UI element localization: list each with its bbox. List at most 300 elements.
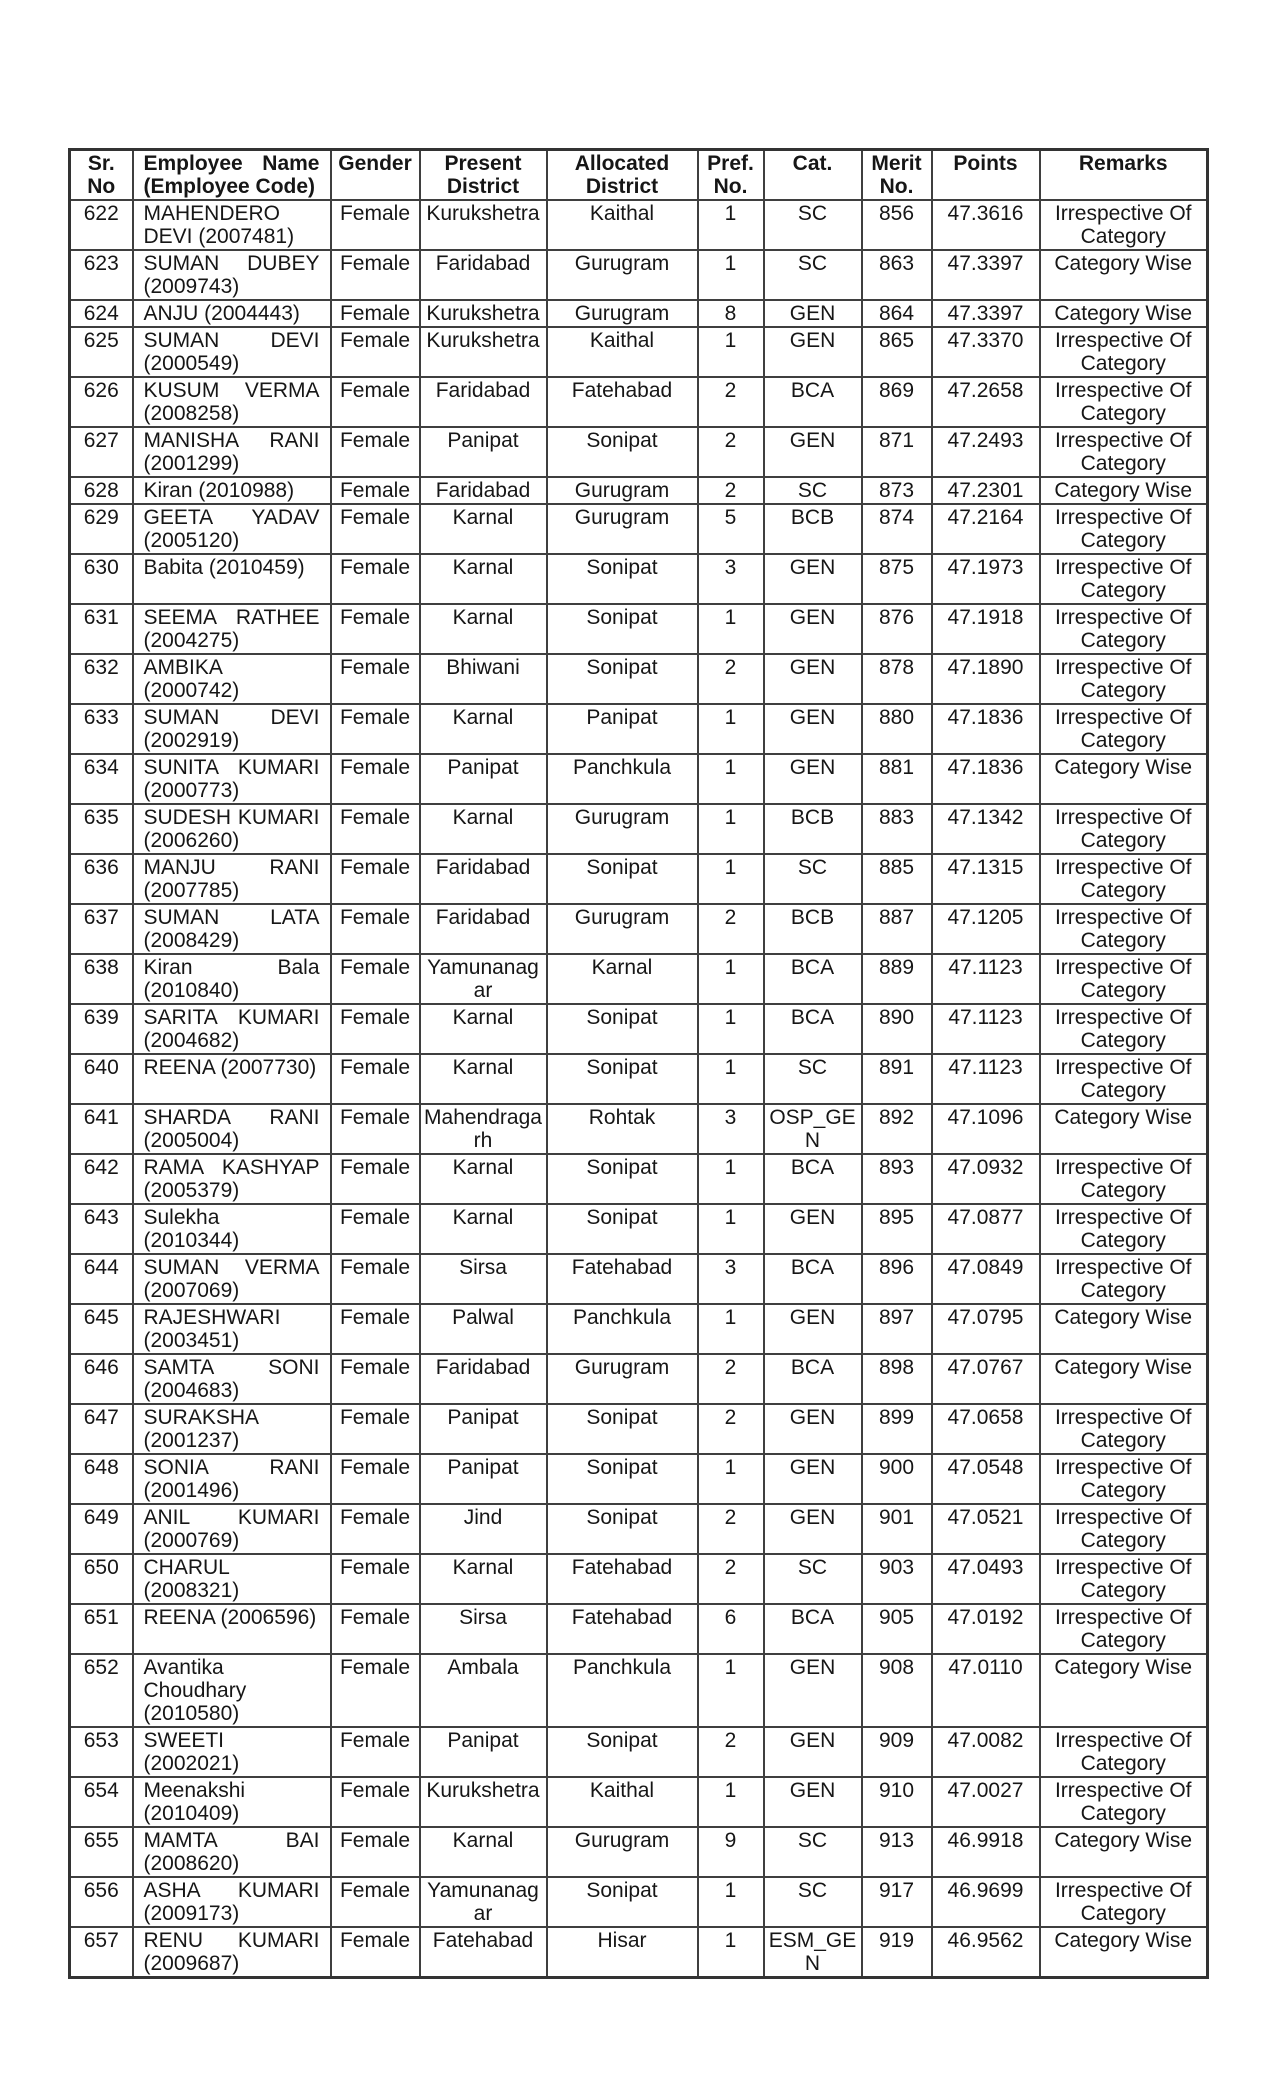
cell-merit: 869	[862, 377, 932, 427]
cell-merit: 876	[862, 604, 932, 654]
cell-remarks: Irrespective Of Category	[1040, 327, 1208, 377]
cell-remarks: Category Wise	[1040, 300, 1208, 327]
table-row	[70, 1454, 1208, 1504]
cell-remarks: Category Wise	[1040, 1654, 1208, 1727]
cell-sr: 648	[70, 1454, 133, 1504]
cell-name: SUDESH KUMARI (2006260)	[133, 804, 331, 854]
cell-sr: 626	[70, 377, 133, 427]
cell-present: Panipat	[420, 1727, 547, 1777]
cell-name: REENA (2007730)	[133, 1054, 331, 1104]
cell-gender: Female	[331, 554, 420, 604]
cell-name: KUSUM VERMA (2008258)	[133, 377, 331, 427]
cell-remarks: Irrespective Of Category	[1040, 654, 1208, 704]
cell-remarks: Irrespective Of Category	[1040, 1727, 1208, 1777]
cell-sr: 625	[70, 327, 133, 377]
cell-merit: 865	[862, 327, 932, 377]
cell-gender: Female	[331, 1604, 420, 1654]
cell-name: Kiran Bala (2010840)	[133, 954, 331, 1004]
cell-remarks: Category Wise	[1040, 754, 1208, 804]
cell-sr: 630	[70, 554, 133, 604]
table-row	[70, 1204, 1208, 1254]
cell-name: RENU KUMARI (2009687)	[133, 1927, 331, 1978]
cell-present: Bhiwani	[420, 654, 547, 704]
column-header-allocated: Allocated District	[547, 150, 698, 201]
cell-points: 47.1123	[932, 954, 1040, 1004]
cell-gender: Female	[331, 1927, 420, 1978]
cell-merit: 896	[862, 1254, 932, 1304]
cell-cat: GEN	[764, 1504, 862, 1554]
cell-allocated: Gurugram	[547, 504, 698, 554]
cell-present: Kurukshetra	[420, 200, 547, 250]
cell-allocated: Fatehabad	[547, 1254, 698, 1304]
cell-sr: 651	[70, 1604, 133, 1654]
cell-sr: 650	[70, 1554, 133, 1604]
cell-merit: 890	[862, 1004, 932, 1054]
cell-sr: 652	[70, 1654, 133, 1727]
cell-gender: Female	[331, 1877, 420, 1927]
cell-cat: GEN	[764, 1304, 862, 1354]
cell-points: 47.1973	[932, 554, 1040, 604]
table-row	[70, 1304, 1208, 1354]
table-row	[70, 1727, 1208, 1777]
cell-cat: GEN	[764, 427, 862, 477]
cell-pref: 2	[698, 1554, 764, 1604]
cell-allocated: Fatehabad	[547, 1554, 698, 1604]
cell-allocated: Panipat	[547, 704, 698, 754]
cell-sr: 653	[70, 1727, 133, 1777]
cell-cat: SC	[764, 1877, 862, 1927]
cell-sr: 639	[70, 1004, 133, 1054]
cell-pref: 1	[698, 1154, 764, 1204]
cell-name: Kiran (2010988)	[133, 477, 331, 504]
cell-cat: BCA	[764, 954, 862, 1004]
table-row	[70, 504, 1208, 554]
cell-cat: BCA	[764, 1604, 862, 1654]
cell-gender: Female	[331, 300, 420, 327]
cell-sr: 623	[70, 250, 133, 300]
cell-merit: 864	[862, 300, 932, 327]
cell-remarks: Irrespective Of Category	[1040, 1404, 1208, 1454]
cell-points: 47.0521	[932, 1504, 1040, 1554]
cell-gender: Female	[331, 1304, 420, 1354]
cell-allocated: Panchkula	[547, 1654, 698, 1727]
cell-present: Kurukshetra	[420, 327, 547, 377]
cell-cat: BCA	[764, 1004, 862, 1054]
table-row	[70, 954, 1208, 1004]
cell-merit: 863	[862, 250, 932, 300]
cell-name: MAHENDERO DEVI (2007481)	[133, 200, 331, 250]
cell-pref: 2	[698, 1504, 764, 1554]
cell-remarks: Category Wise	[1040, 1304, 1208, 1354]
cell-cat: GEN	[764, 1404, 862, 1454]
cell-allocated: Rohtak	[547, 1104, 698, 1154]
cell-present: Panipat	[420, 1404, 547, 1454]
cell-gender: Female	[331, 477, 420, 504]
cell-pref: 9	[698, 1827, 764, 1877]
cell-merit: 908	[862, 1654, 932, 1727]
cell-remarks: Irrespective Of Category	[1040, 1777, 1208, 1827]
cell-pref: 1	[698, 1454, 764, 1504]
cell-pref: 2	[698, 904, 764, 954]
cell-remarks: Irrespective Of Category	[1040, 804, 1208, 854]
cell-remarks: Category Wise	[1040, 1927, 1208, 1978]
cell-sr: 628	[70, 477, 133, 504]
cell-present: Karnal	[420, 1004, 547, 1054]
cell-points: 47.2658	[932, 377, 1040, 427]
cell-name: SEEMA RATHEE (2004275)	[133, 604, 331, 654]
cell-cat: SC	[764, 477, 862, 504]
cell-gender: Female	[331, 704, 420, 754]
cell-sr: 622	[70, 200, 133, 250]
cell-present: Karnal	[420, 554, 547, 604]
cell-gender: Female	[331, 1004, 420, 1054]
cell-gender: Female	[331, 1554, 420, 1604]
cell-allocated: Kaithal	[547, 200, 698, 250]
cell-cat: BCB	[764, 804, 862, 854]
cell-pref: 2	[698, 1404, 764, 1454]
cell-present: Karnal	[420, 704, 547, 754]
cell-sr: 638	[70, 954, 133, 1004]
cell-name: RAMA KASHYAP (2005379)	[133, 1154, 331, 1204]
cell-pref: 3	[698, 1254, 764, 1304]
cell-points: 47.1315	[932, 854, 1040, 904]
cell-points: 47.1096	[932, 1104, 1040, 1154]
table-row	[70, 1054, 1208, 1104]
cell-cat: GEN	[764, 300, 862, 327]
cell-present: Sirsa	[420, 1254, 547, 1304]
cell-remarks: Irrespective Of Category	[1040, 604, 1208, 654]
cell-pref: 2	[698, 654, 764, 704]
cell-cat: GEN	[764, 604, 862, 654]
cell-pref: 1	[698, 804, 764, 854]
cell-merit: 917	[862, 1877, 932, 1927]
cell-merit: 899	[862, 1404, 932, 1454]
cell-merit: 889	[862, 954, 932, 1004]
column-header-gender: Gender	[331, 150, 420, 201]
cell-name: AMBIKA (2000742)	[133, 654, 331, 704]
cell-present: Faridabad	[420, 904, 547, 954]
cell-merit: 881	[862, 754, 932, 804]
cell-name: CHARUL (2008321)	[133, 1554, 331, 1604]
cell-cat: SC	[764, 1827, 862, 1877]
cell-merit: 897	[862, 1304, 932, 1354]
header-row	[70, 150, 1208, 201]
cell-allocated: Gurugram	[547, 300, 698, 327]
cell-cat: GEN	[764, 1204, 862, 1254]
cell-gender: Female	[331, 1154, 420, 1204]
cell-sr: 635	[70, 804, 133, 854]
cell-pref: 5	[698, 504, 764, 554]
cell-name: SUMAN DUBEY (2009743)	[133, 250, 331, 300]
cell-remarks: Irrespective Of Category	[1040, 1877, 1208, 1927]
cell-allocated: Gurugram	[547, 477, 698, 504]
cell-gender: Female	[331, 504, 420, 554]
cell-remarks: Category Wise	[1040, 250, 1208, 300]
cell-points: 47.0110	[932, 1654, 1040, 1727]
cell-allocated: Fatehabad	[547, 1604, 698, 1654]
cell-allocated: Gurugram	[547, 1827, 698, 1877]
cell-merit: 873	[862, 477, 932, 504]
cell-merit: 892	[862, 1104, 932, 1154]
cell-name: RAJESHWARI (2003451)	[133, 1304, 331, 1354]
cell-gender: Female	[331, 1404, 420, 1454]
table-row	[70, 654, 1208, 704]
cell-allocated: Hisar	[547, 1927, 698, 1978]
cell-pref: 1	[698, 1054, 764, 1104]
table-row	[70, 854, 1208, 904]
cell-points: 47.1342	[932, 804, 1040, 854]
cell-merit: 910	[862, 1777, 932, 1827]
column-header-present: Present District	[420, 150, 547, 201]
cell-points: 47.1836	[932, 704, 1040, 754]
cell-cat: BCA	[764, 1154, 862, 1204]
table-row	[70, 1004, 1208, 1054]
cell-cat: BCA	[764, 1254, 862, 1304]
table-row	[70, 604, 1208, 654]
column-header-points: Points	[932, 150, 1040, 201]
cell-remarks: Irrespective Of Category	[1040, 704, 1208, 754]
cell-name: Babita (2010459)	[133, 554, 331, 604]
cell-allocated: Sonipat	[547, 1504, 698, 1554]
cell-present: Kurukshetra	[420, 300, 547, 327]
cell-pref: 1	[698, 854, 764, 904]
cell-gender: Female	[331, 1104, 420, 1154]
cell-allocated: Kaithal	[547, 327, 698, 377]
cell-present: Faridabad	[420, 854, 547, 904]
cell-pref: 3	[698, 1104, 764, 1154]
cell-sr: 633	[70, 704, 133, 754]
cell-name: SAMTA SONI (2004683)	[133, 1354, 331, 1404]
cell-gender: Female	[331, 1777, 420, 1827]
cell-merit: 919	[862, 1927, 932, 1978]
cell-pref: 1	[698, 704, 764, 754]
cell-present: Faridabad	[420, 1354, 547, 1404]
table-row	[70, 804, 1208, 854]
cell-points: 46.9699	[932, 1877, 1040, 1927]
cell-pref: 1	[698, 1304, 764, 1354]
cell-merit: 887	[862, 904, 932, 954]
cell-gender: Female	[331, 250, 420, 300]
column-header-sr: Sr. No	[70, 150, 133, 201]
cell-merit: 901	[862, 1504, 932, 1554]
cell-name: SUMAN LATA (2008429)	[133, 904, 331, 954]
cell-allocated: Sonipat	[547, 554, 698, 604]
cell-cat: GEN	[764, 327, 862, 377]
cell-gender: Female	[331, 854, 420, 904]
cell-points: 47.0767	[932, 1354, 1040, 1404]
cell-cat: SC	[764, 250, 862, 300]
cell-pref: 1	[698, 1927, 764, 1978]
cell-name: SUMAN DEVI (2002919)	[133, 704, 331, 754]
cell-sr: 641	[70, 1104, 133, 1154]
cell-allocated: Karnal	[547, 954, 698, 1004]
cell-sr: 645	[70, 1304, 133, 1354]
table-row	[70, 1154, 1208, 1204]
cell-merit: 909	[862, 1727, 932, 1777]
cell-points: 47.1123	[932, 1054, 1040, 1104]
table-row	[70, 1254, 1208, 1304]
cell-present: Yamunanagar	[420, 954, 547, 1004]
cell-pref: 1	[698, 200, 764, 250]
cell-allocated: Sonipat	[547, 1877, 698, 1927]
cell-present: Jind	[420, 1504, 547, 1554]
cell-points: 47.1123	[932, 1004, 1040, 1054]
cell-sr: 654	[70, 1777, 133, 1827]
table-row	[70, 200, 1208, 250]
cell-cat: OSP_GEN	[764, 1104, 862, 1154]
cell-sr: 627	[70, 427, 133, 477]
cell-pref: 3	[698, 554, 764, 604]
table-row	[70, 250, 1208, 300]
cell-gender: Female	[331, 1254, 420, 1304]
cell-cat: SC	[764, 200, 862, 250]
cell-gender: Female	[331, 327, 420, 377]
cell-points: 47.0877	[932, 1204, 1040, 1254]
cell-allocated: Panchkula	[547, 754, 698, 804]
cell-present: Faridabad	[420, 377, 547, 427]
cell-pref: 1	[698, 954, 764, 1004]
cell-sr: 631	[70, 604, 133, 654]
cell-remarks: Irrespective Of Category	[1040, 1204, 1208, 1254]
cell-remarks: Category Wise	[1040, 1104, 1208, 1154]
column-header-merit: Merit No.	[862, 150, 932, 201]
cell-pref: 2	[698, 377, 764, 427]
cell-name: ANIL KUMARI (2000769)	[133, 1504, 331, 1554]
cell-cat: GEN	[764, 654, 862, 704]
cell-present: Faridabad	[420, 250, 547, 300]
cell-merit: 900	[862, 1454, 932, 1504]
cell-remarks: Irrespective Of Category	[1040, 554, 1208, 604]
cell-merit: 913	[862, 1827, 932, 1877]
cell-merit: 874	[862, 504, 932, 554]
cell-points: 47.0192	[932, 1604, 1040, 1654]
cell-points: 47.3397	[932, 250, 1040, 300]
cell-allocated: Sonipat	[547, 1054, 698, 1104]
cell-allocated: Gurugram	[547, 1354, 698, 1404]
cell-merit: 880	[862, 704, 932, 754]
table-row	[70, 1104, 1208, 1154]
cell-name: SUMAN VERMA (2007069)	[133, 1254, 331, 1304]
cell-pref: 2	[698, 427, 764, 477]
cell-name: Sulekha (2010344)	[133, 1204, 331, 1254]
cell-cat: BCA	[764, 377, 862, 427]
cell-gender: Female	[331, 654, 420, 704]
cell-gender: Female	[331, 604, 420, 654]
table-row	[70, 300, 1208, 327]
cell-pref: 1	[698, 1654, 764, 1727]
cell-present: Karnal	[420, 1154, 547, 1204]
cell-gender: Female	[331, 1504, 420, 1554]
cell-gender: Female	[331, 804, 420, 854]
table-row	[70, 1554, 1208, 1604]
cell-present: Faridabad	[420, 477, 547, 504]
cell-gender: Female	[331, 954, 420, 1004]
cell-gender: Female	[331, 1454, 420, 1504]
cell-points: 46.9562	[932, 1927, 1040, 1978]
cell-remarks: Irrespective Of Category	[1040, 1254, 1208, 1304]
cell-allocated: Gurugram	[547, 804, 698, 854]
cell-gender: Female	[331, 904, 420, 954]
cell-cat: BCA	[764, 1354, 862, 1404]
cell-name: GEETA YADAV (2005120)	[133, 504, 331, 554]
cell-merit: 875	[862, 554, 932, 604]
cell-name: MANJU RANI (2007785)	[133, 854, 331, 904]
cell-pref: 1	[698, 1777, 764, 1827]
cell-cat: GEN	[764, 1727, 862, 1777]
cell-remarks: Irrespective Of Category	[1040, 427, 1208, 477]
table-row	[70, 477, 1208, 504]
cell-present: Karnal	[420, 804, 547, 854]
cell-merit: 891	[862, 1054, 932, 1104]
cell-points: 47.3370	[932, 327, 1040, 377]
cell-points: 47.0849	[932, 1254, 1040, 1304]
cell-cat: GEN	[764, 704, 862, 754]
cell-pref: 1	[698, 1204, 764, 1254]
cell-gender: Female	[331, 200, 420, 250]
table-row	[70, 1654, 1208, 1727]
table-row	[70, 754, 1208, 804]
table-body	[70, 200, 1208, 1978]
cell-merit: 893	[862, 1154, 932, 1204]
cell-points: 47.0795	[932, 1304, 1040, 1354]
cell-points: 47.2301	[932, 477, 1040, 504]
cell-pref: 2	[698, 477, 764, 504]
cell-allocated: Gurugram	[547, 250, 698, 300]
cell-points: 47.0082	[932, 1727, 1040, 1777]
cell-name: SWEETI (2002021)	[133, 1727, 331, 1777]
cell-allocated: Sonipat	[547, 427, 698, 477]
cell-pref: 8	[698, 300, 764, 327]
cell-remarks: Irrespective Of Category	[1040, 1604, 1208, 1654]
cell-cat: GEN	[764, 1454, 862, 1504]
cell-cat: SC	[764, 1554, 862, 1604]
cell-name: Avantika Choudhary (2010580)	[133, 1654, 331, 1727]
cell-allocated: Kaithal	[547, 1777, 698, 1827]
cell-points: 47.2493	[932, 427, 1040, 477]
cell-present: Mahendragarh	[420, 1104, 547, 1154]
cell-present: Yamunanagar	[420, 1877, 547, 1927]
cell-present: Karnal	[420, 1827, 547, 1877]
cell-merit: 856	[862, 200, 932, 250]
cell-sr: 634	[70, 754, 133, 804]
cell-pref: 1	[698, 754, 764, 804]
cell-merit: 885	[862, 854, 932, 904]
cell-merit: 903	[862, 1554, 932, 1604]
cell-remarks: Irrespective Of Category	[1040, 1004, 1208, 1054]
cell-merit: 895	[862, 1204, 932, 1254]
cell-present: Karnal	[420, 1204, 547, 1254]
cell-cat: GEN	[764, 1777, 862, 1827]
cell-remarks: Irrespective Of Category	[1040, 200, 1208, 250]
cell-remarks: Irrespective Of Category	[1040, 1054, 1208, 1104]
table-row	[70, 904, 1208, 954]
cell-cat: SC	[764, 1054, 862, 1104]
cell-points: 47.3397	[932, 300, 1040, 327]
table-row	[70, 554, 1208, 604]
cell-points: 47.0548	[932, 1454, 1040, 1504]
table-row	[70, 327, 1208, 377]
cell-merit: 905	[862, 1604, 932, 1654]
column-header-remarks: Remarks	[1040, 150, 1208, 201]
cell-sr: 656	[70, 1877, 133, 1927]
cell-cat: GEN	[764, 554, 862, 604]
cell-pref: 1	[698, 1004, 764, 1054]
cell-merit: 883	[862, 804, 932, 854]
cell-points: 47.1918	[932, 604, 1040, 654]
cell-allocated: Sonipat	[547, 604, 698, 654]
cell-name: SARITA KUMARI (2004682)	[133, 1004, 331, 1054]
cell-gender: Female	[331, 1827, 420, 1877]
